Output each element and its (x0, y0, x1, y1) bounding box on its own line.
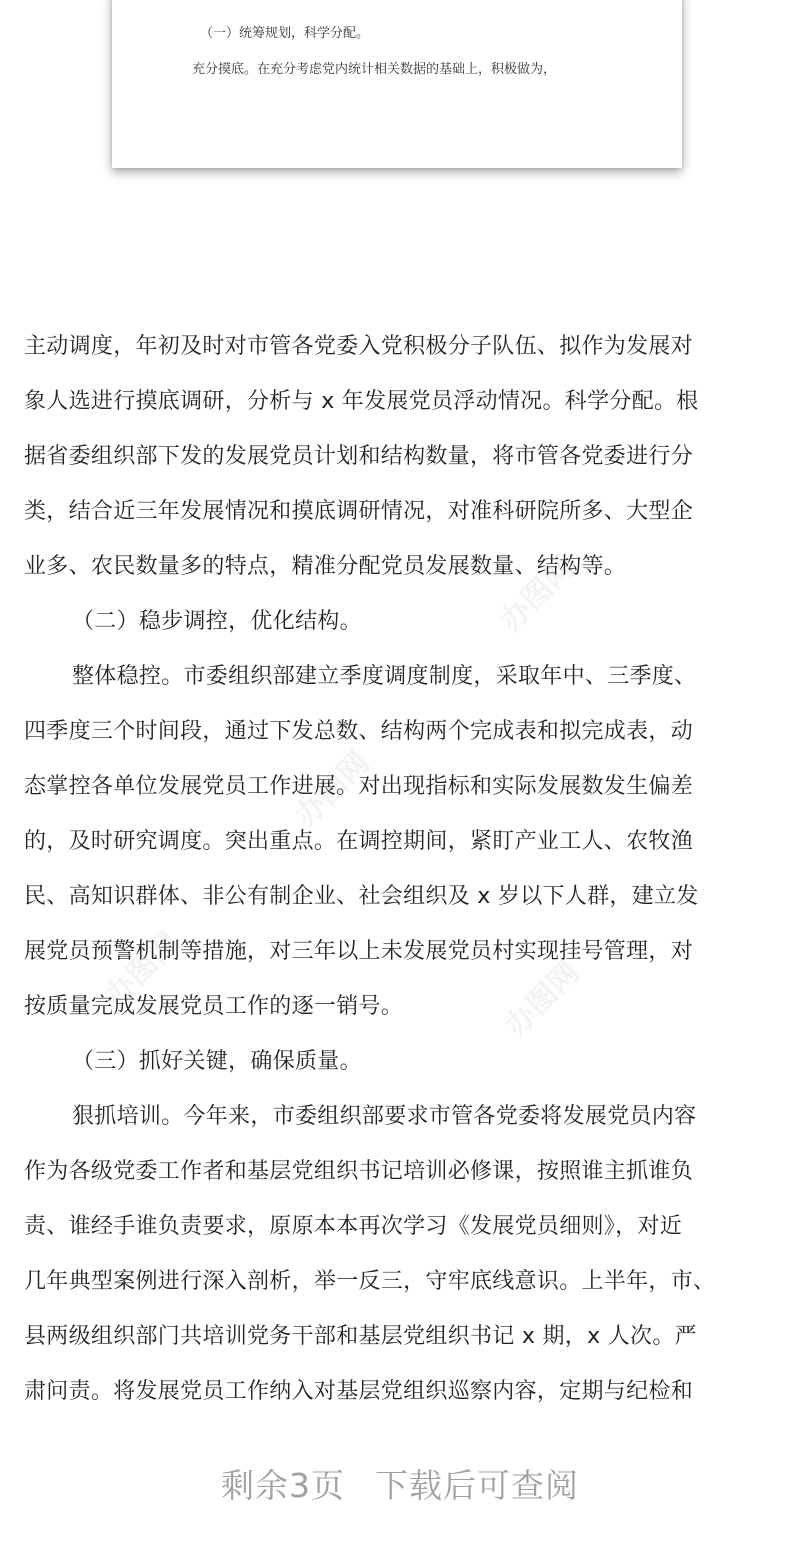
document-body (0, 319, 800, 1419)
download-to-read-label: 下载后可查阅 (375, 1466, 579, 1505)
page-preview-card (112, 0, 682, 168)
text-line: 主动调度，年初及时对市管各党委入党积极分子队伍、拟作为发展对 (24, 334, 694, 359)
text-line: （三）抓好关键，确保质量。 (72, 1049, 362, 1074)
text-line: 展党员预警机制等措施，对三年以上未发展党员村实现挂号管理，对 (24, 939, 694, 964)
text-line: 县两级组织部门共培训党务干部和基层党组织书记 x 期，x 人次。严 (24, 1324, 697, 1349)
text-line: 象人选进行摸底调研，分析与 x 年发展党员浮动情况。科学分配。根 (24, 389, 699, 414)
text-line: 民、高知识群体、非公有制企业、社会组织及 x 岁以下人群，建立发 (24, 884, 699, 909)
preview-text: 充分摸底。在充分考虑党内统计相关数据的基础上，积极做为， (192, 62, 557, 77)
text-line: 的，及时研究调度。突出重点。在调控期间，紧盯产业工人、农牧渔 (24, 829, 694, 854)
watermark: 办图网 (98, 925, 187, 1014)
text-line: 四季度三个时间段，通过下发总数、结构两个完成表和拟完成表，动 (24, 719, 694, 744)
text-line: 肃问责。将发展党员工作纳入对基层党组织巡察内容，定期与纪检和 (24, 1379, 694, 1404)
download-prompt[interactable] (0, 1460, 800, 1507)
text-line: 业多、农民数量多的特点，精准分配党员发展数量、结构等。 (24, 554, 627, 579)
text-line: 态掌控各单位发展党员工作进展。对出现指标和实际发展数发生偏差 (24, 774, 694, 799)
text-line: 据省委组织部下发的发展党员计划和结构数量，将市管各党委进行分 (24, 444, 694, 469)
text-line: 责、谁经手谁负责要求，原原本本再次学习《发展党员细则》，对近 (24, 1214, 683, 1239)
paragraph (0, 594, 800, 649)
paragraph (0, 1089, 800, 1419)
paragraph (0, 649, 800, 1034)
paragraph (0, 1034, 800, 1089)
watermark: 办图网 (288, 745, 377, 834)
text-line: 按质量完成发展党员工作的逐一销号。 (24, 994, 404, 1019)
watermark: 办图网 (498, 955, 587, 1044)
text-line: 类，结合近三年发展情况和摸底调研情况，对准科研院所多、大型企 (24, 499, 694, 524)
watermark: 办图网 (493, 550, 582, 639)
text-line: （二）稳步调控，优化结构。 (72, 609, 362, 634)
text-line: 几年典型案例进行深入剖析，举一反三，守牢底线意识。上半年，市、 (24, 1269, 716, 1294)
preview-heading: （一）统筹规划，科学分配。 (200, 26, 370, 41)
text-line: 作为各级党委工作者和基层党组织书记培训必修课，按照谁主抓谁负 (24, 1159, 694, 1184)
paragraph (0, 319, 800, 594)
text-line: 狠抓培训。今年来，市委组织部要求市管各党委将发展党员内容 (72, 1104, 697, 1129)
remaining-pages-label: 剩余3页 (221, 1466, 345, 1505)
text-line: 整体稳控。市委组织部建立季度调度制度，采取年中、三季度、 (72, 664, 697, 689)
